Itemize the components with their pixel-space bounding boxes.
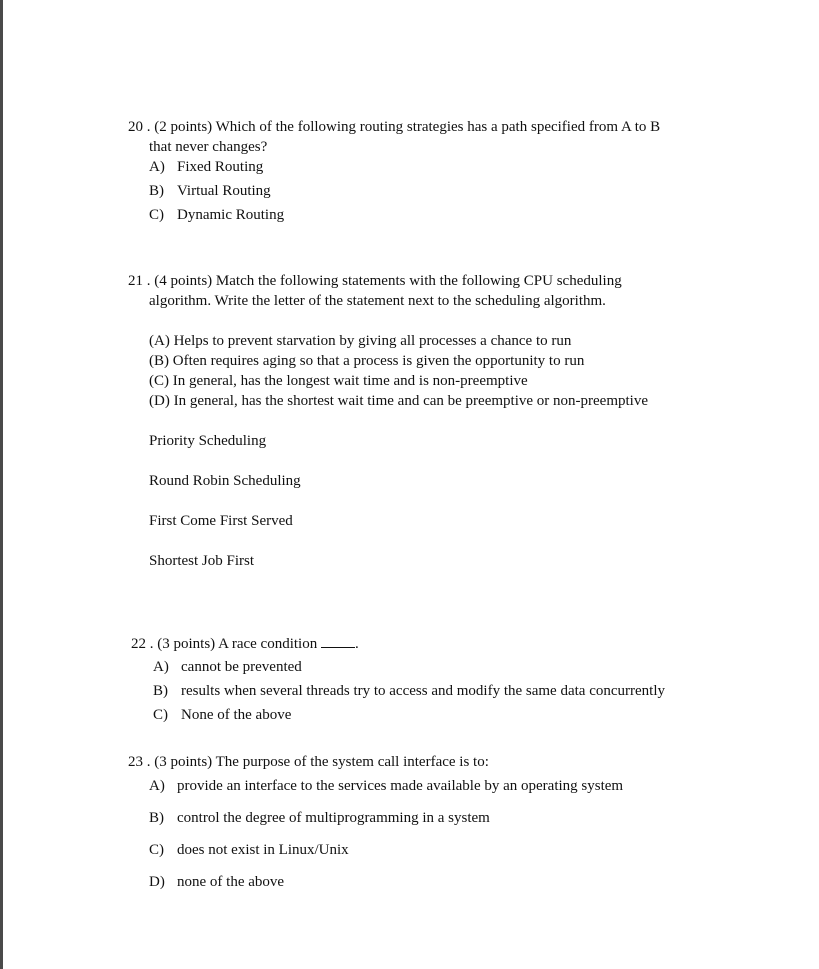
option-text: results when several threads try to access and modify the same data concurrently: [181, 683, 665, 699]
question-20-option-b: [149, 182, 271, 200]
option-text: control the degree of multiprogramming in a system: [177, 810, 490, 826]
question-22-option-a: [153, 658, 302, 676]
statement-a: (A) Helps to prevent starvation by giving all processes a chance to run: [149, 333, 572, 349]
option-letter: C): [153, 707, 168, 723]
option-text: does not exist in Linux/Unix: [177, 842, 349, 858]
question-23-line1: [128, 753, 489, 771]
option-letter: D): [149, 874, 165, 890]
question-22-option-c: [153, 706, 291, 724]
algorithm-sjf: Shortest Job First: [149, 553, 255, 569]
question-20-text: . (2 points) Which of the following routing strategies has a path specified from A to B: [146, 119, 661, 135]
algorithm-fcfs: First Come First Served: [149, 513, 293, 529]
question-23-option-b: [149, 809, 490, 827]
question-20-option-a: [149, 158, 263, 176]
option-text: Dynamic Routing: [177, 207, 285, 223]
question-22-option-b: [153, 682, 665, 700]
question-23-option-d: [149, 873, 284, 891]
question-22-period: .: [354, 636, 359, 652]
option-text: Fixed Routing: [177, 159, 264, 175]
question-23-number: 23: [128, 754, 143, 770]
option-text: None of the above: [181, 707, 292, 723]
option-letter: A): [149, 778, 165, 794]
option-letter: B): [149, 810, 164, 826]
question-20-option-c: [149, 206, 284, 224]
question-23-text: . (3 points) The purpose of the system call interface is to:: [146, 754, 489, 770]
question-23-option-a: [149, 777, 623, 795]
option-letter: B): [153, 683, 168, 699]
option-letter: A): [153, 659, 169, 675]
question-22-number: 22: [131, 636, 146, 652]
question-20-line2: that never changes?: [149, 139, 268, 155]
option-letter: A): [149, 159, 165, 175]
question-21-text: . (4 points) Match the following statements with the following CPU scheduling: [146, 273, 622, 289]
question-22-text: . (3 points) A race condition: [149, 636, 318, 652]
question-23-option-c: [149, 841, 349, 859]
option-text: none of the above: [177, 874, 285, 890]
option-text: Virtual Routing: [177, 183, 271, 199]
question-20-number: 20: [128, 119, 143, 135]
statement-d: (D) In general, has the shortest wait time and can be preemptive or non-preemptive: [149, 393, 648, 409]
question-20-line1: [128, 118, 660, 136]
statement-b: (B) Often requires aging so that a process is given the opportunity to run: [149, 353, 585, 369]
algorithm-priority: Priority Scheduling: [149, 433, 267, 449]
option-text: cannot be prevented: [181, 659, 302, 675]
option-letter: C): [149, 207, 164, 223]
question-21-line2: algorithm. Write the letter of the statement next to the scheduling algorithm.: [149, 293, 606, 309]
option-letter: C): [149, 842, 164, 858]
question-21-line1: [128, 272, 622, 290]
question-22-line1: [131, 634, 359, 653]
option-letter: B): [149, 183, 164, 199]
document-page: [3, 0, 819, 969]
option-text: provide an interface to the services made available by an operating system: [177, 778, 624, 794]
statement-c: (C) In general, has the longest wait time and is non-preemptive: [149, 373, 528, 389]
question-21-number: 21: [128, 273, 143, 289]
algorithm-round-robin: Round Robin Scheduling: [149, 473, 301, 489]
answer-blank: [321, 634, 355, 648]
